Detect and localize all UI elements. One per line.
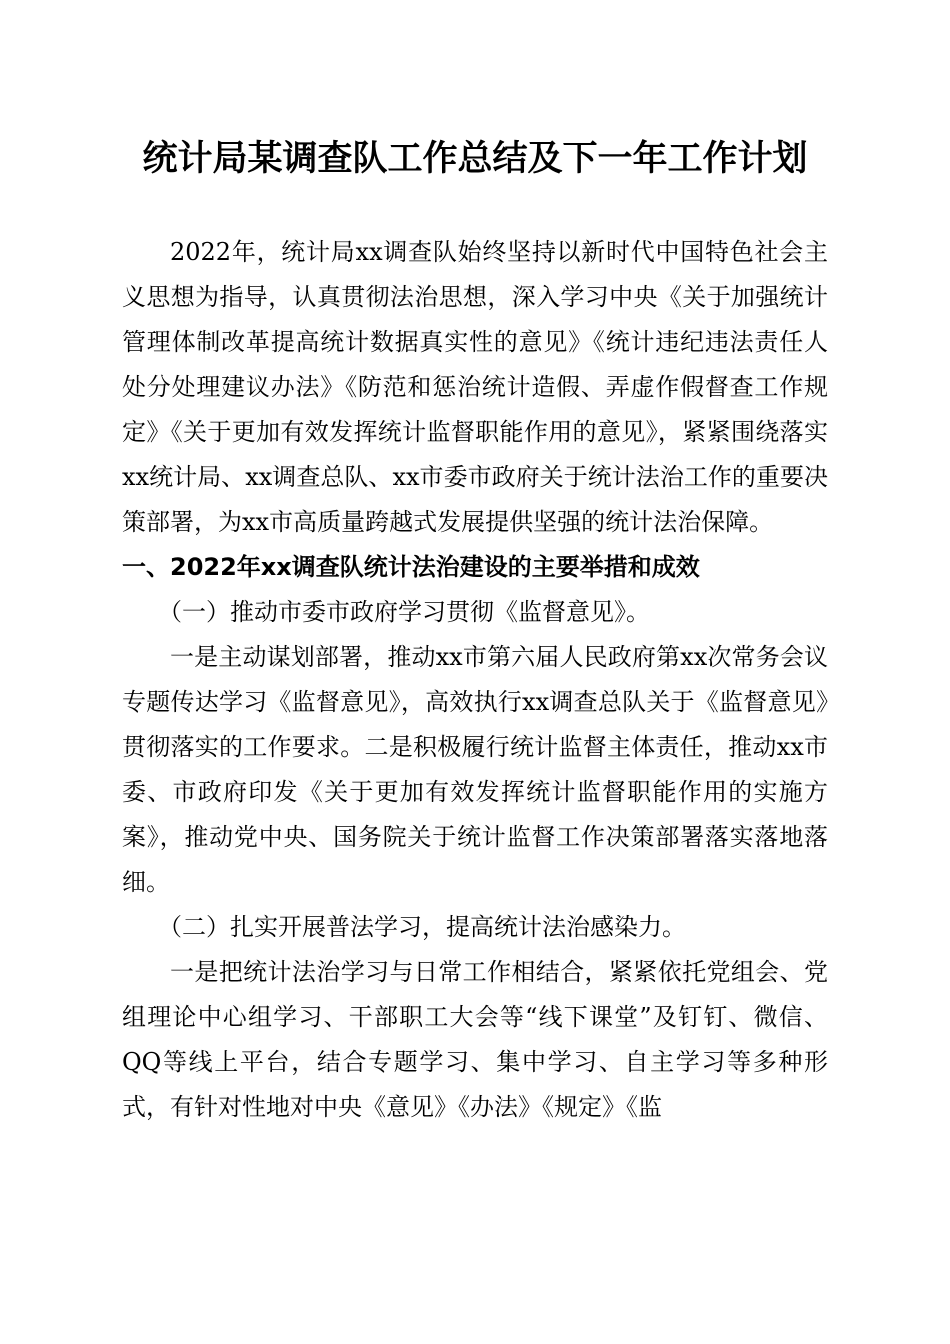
subsection-heading-1: （一）推动市委市政府学习贯彻《监督意见》。 bbox=[158, 598, 650, 626]
section-heading: 一、2022年xx调查队统计法治建设的主要举措和成效 bbox=[122, 553, 700, 581]
subsection-heading-2: （二）扎实开展普法学习，提高统计法治感染力。 bbox=[158, 913, 686, 941]
document-body bbox=[122, 230, 828, 1130]
document-title: 统计局某调查队工作总结及下一年工作计划 bbox=[142, 138, 808, 179]
subsection-paragraph-1: 一是主动谋划部署，推动xx市第六届人民政府第xx次常务会议专题传达学习《监督意见》，高效执行xx调查总队关于《监督意见》贯彻落实的工作要求。二是积极履行统计监督主体责任，推动xx市委、市政府印发《关于更加有效发挥统计监督职能作用的实施方案》，推动党中央、国务院关于统计监督工作决策部署落实落地落细。 bbox=[122, 643, 828, 896]
intro-paragraph: 2022年，统计局xx调查队始终坚持以新时代中国特色社会主义思想为指导，认真贯彻法治思想，深入学习中央《关于加强统计管理体制改革提高统计数据真实性的意见》《统计违纪违法责任人处分处理建议办法》《防范和惩治统计造假、弄虚作假督查工作规定》《关于更加有效发挥统计监督职能作用的意见》，紧紧围绕落实xx统计局、xx调查总队、xx市委市政府关于统计法治工作的重要决策部署，为xx市高质量跨越式发展提供坚强的统计法治保障。 bbox=[122, 238, 828, 536]
subsection-paragraph-2: 一是把统计法治学习与日常工作相结合，紧紧依托党组会、党组理论中心组学习、干部职工大会等“线下课堂”及钉钉、微信、QQ等线上平台，结合专题学习、集中学习、自主学习等多种形式，有针对性地对中央《意见》《办法》《规定》《监 bbox=[122, 958, 828, 1121]
